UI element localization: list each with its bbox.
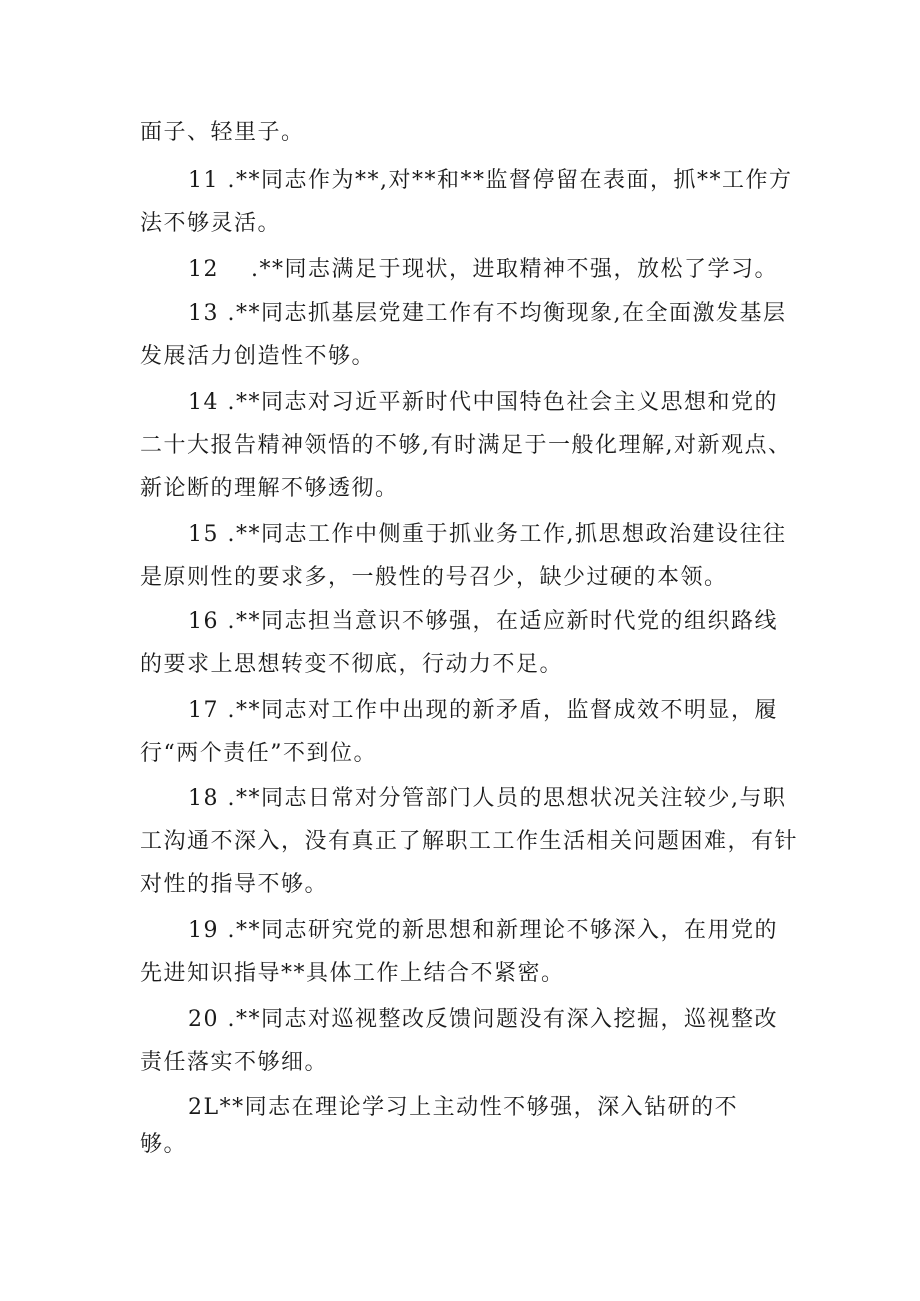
text-line: 先进知识指导**具体工作上结合不紧密。 bbox=[140, 961, 565, 986]
text-line: 的要求上思想转变不彻底，行动力不足。 bbox=[140, 652, 564, 677]
text-line: 17 .**同志对工作中出现的新矛盾，监督成效不明显，履 bbox=[188, 698, 778, 723]
text-line: 18 .**同志日常对分管部门人员的思想状况关注较少,与职 bbox=[188, 786, 787, 811]
text-line: 2L**同志在理论学习上主动性不够强，深入钻研的不 bbox=[188, 1095, 739, 1120]
text-line: 12 .**同志满足于现状，进取精神不强，放松了学习。 bbox=[188, 257, 778, 282]
text-line: 20 .**同志对巡视整改反馈问题没有深入挖掘，巡视整改 bbox=[188, 1007, 778, 1032]
text-line: 发展活力创造性不够。 bbox=[140, 344, 376, 369]
text-line: 19 .**同志研究党的新思想和新理论不够深入，在用党的 bbox=[188, 918, 778, 943]
text-line: 够。 bbox=[140, 1132, 188, 1157]
text-line: 二十大报告精神领悟的不够,有时满足于一般化理解,对新观点、 bbox=[140, 433, 792, 458]
text-line: 面子、轻里子。 bbox=[140, 120, 305, 145]
text-line: 11 .**同志作为**,对**和**监督停留在表面，抓**工作方 bbox=[188, 168, 793, 193]
text-line: 对性的指导不够。 bbox=[140, 872, 329, 897]
text-line: 是原则性的要求多，一般性的号召少，缺少过硬的本领。 bbox=[140, 565, 728, 590]
text-line: 责任落实不够细。 bbox=[140, 1050, 329, 1075]
text-line: 16 .**同志担当意识不够强，在适应新时代党的组织路线 bbox=[188, 609, 778, 634]
text-line: 法不够灵活。 bbox=[140, 211, 282, 236]
text-line: 新论断的理解不够透彻。 bbox=[140, 476, 399, 501]
text-line: 13 .**同志抓基层党建工作有不均衡现象,在全面激发基层 bbox=[188, 301, 787, 326]
text-line: 工沟通不深入，没有真正了解职工工作生活相关问题困难，有针 bbox=[140, 829, 799, 854]
text-line: 15 .**同志工作中侧重于抓业务工作,抓思想政治建设往往 bbox=[188, 522, 787, 547]
text-line: 行“两个责任”不到位。 bbox=[140, 741, 377, 766]
text-line: 14 .**同志对习近平新时代中国特色社会主义思想和党的 bbox=[188, 390, 778, 415]
